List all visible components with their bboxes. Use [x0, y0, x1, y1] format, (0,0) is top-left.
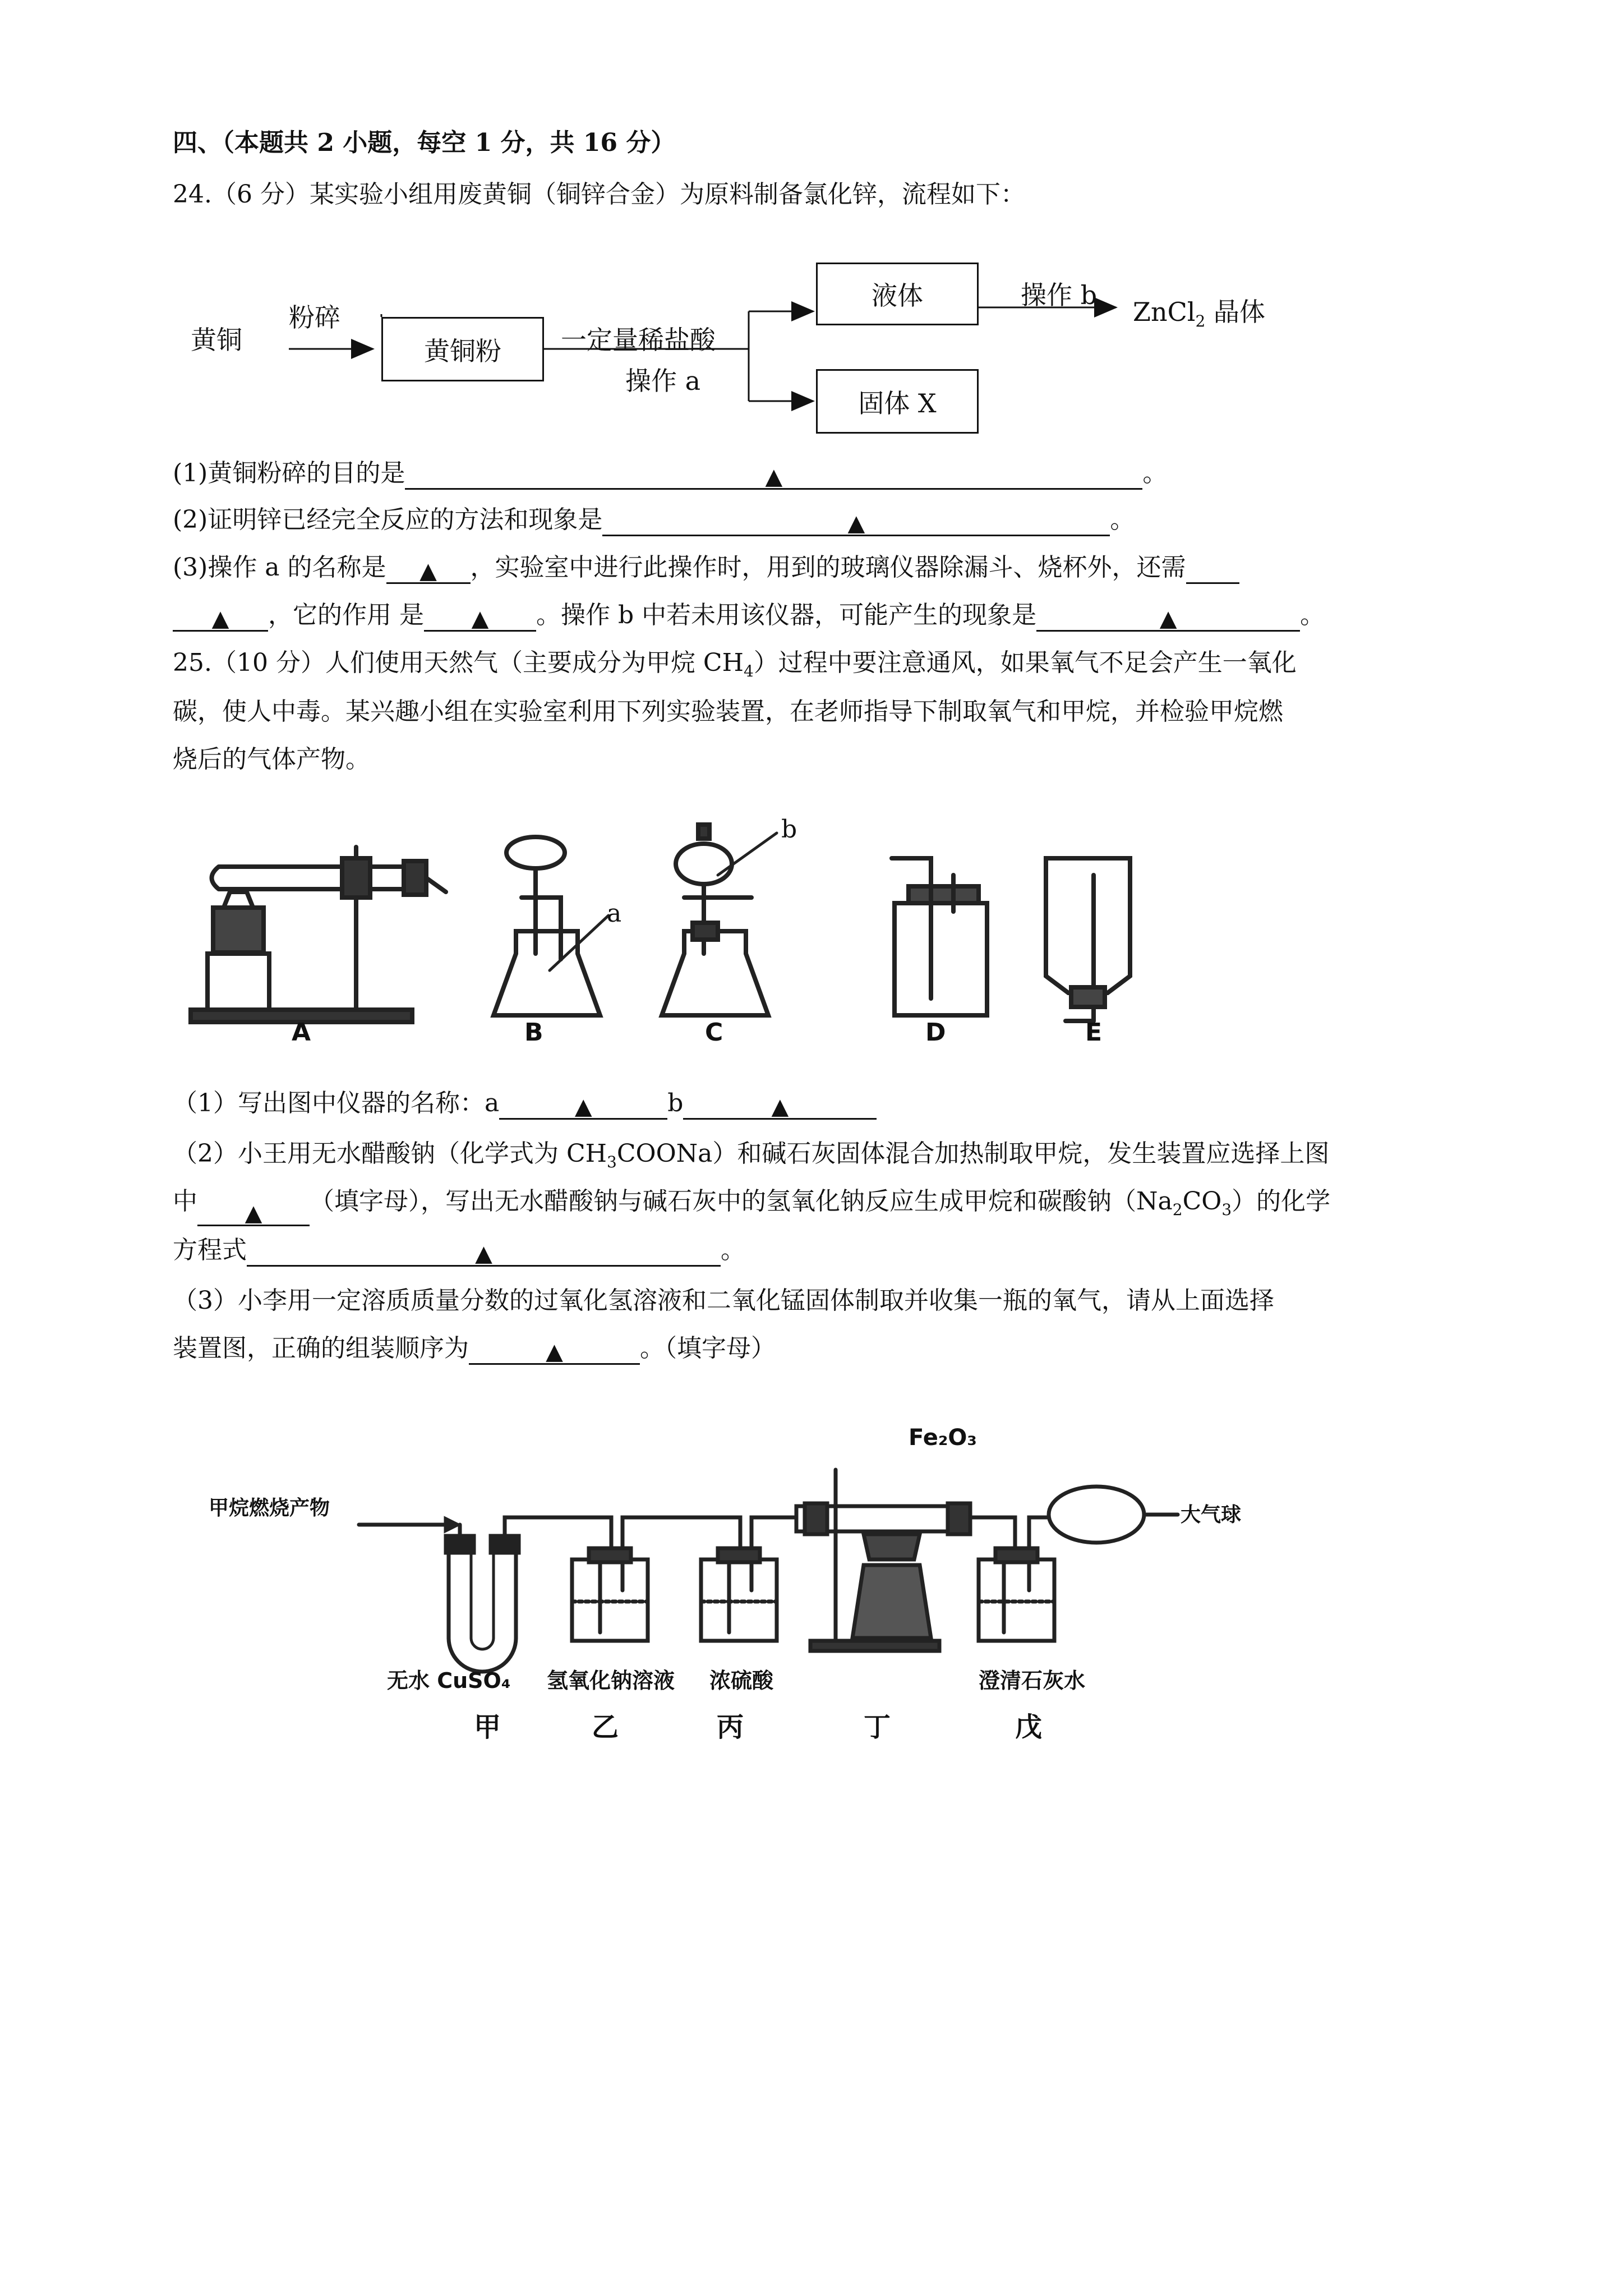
q25-intro1-text: 25.（10 分）人们使用天然气（主要成分为甲烷 CH [173, 648, 744, 677]
q24-p1 [173, 457, 1167, 490]
apparatus-name: 丙 [717, 1711, 744, 1743]
apparatus-c [662, 825, 777, 1015]
q25-intro1-tail: ）过程中要注意通风，如果氧气不足会产生一氧化 [753, 648, 1297, 677]
q25-p2-sub1: 2 [1172, 1200, 1183, 1219]
q25-p1-mid: b [667, 1089, 684, 1117]
flow-solid-label: 固体 X [858, 388, 937, 418]
q25-p2-line1 [173, 1138, 1329, 1179]
reagent-label: 浓硫酸 [709, 1668, 774, 1693]
bottle-bing [701, 1548, 777, 1641]
q24-p3-line1 [173, 551, 1239, 584]
q24-p2-tail: 。 [1110, 505, 1135, 534]
answer-blank[interactable] [683, 1090, 877, 1120]
pointer-a-label: a [607, 899, 622, 928]
bottle-wu [979, 1548, 1054, 1641]
u-tube [446, 1536, 519, 1672]
triangle-icon: ▲ [771, 1094, 789, 1120]
flow-arrows [0, 0, 1623, 505]
q25-p2-line3 [173, 1234, 745, 1267]
reagent-label: 氢氧化钠溶液 [547, 1668, 675, 1693]
answer-blank[interactable] [247, 1237, 721, 1267]
q25-intro1-sub: 4 [743, 661, 754, 680]
answer-blank[interactable] [197, 1197, 310, 1226]
triangle-icon: ▲ [211, 606, 229, 632]
apparatus-label: C [705, 1018, 723, 1047]
pointer-b-label: b [781, 815, 797, 844]
q25-p2-line2a: 中 [173, 1187, 197, 1216]
inlet-label: 甲烷燃烧产物 [209, 1497, 330, 1520]
q25-p2-line3-text: 方程式 [173, 1236, 247, 1264]
q25-p2-sub2: 3 [1221, 1200, 1232, 1219]
apparatus-e [1046, 858, 1130, 1021]
q25-p2-line2-tail: ）的化学 [1232, 1187, 1331, 1216]
q24-p3-b: ，实验室中进行此操作时，用到的玻璃仪器除漏斗、烧杯外，还需 [470, 553, 1186, 582]
flow-step-crush: 粉碎 [289, 302, 340, 333]
triangle-icon: ▲ [419, 558, 437, 584]
answer-blank-start[interactable] [1186, 554, 1239, 584]
triangle-icon: ▲ [765, 464, 783, 490]
flow-op-b: 操作 b [1021, 280, 1098, 310]
section-heading: 四、（本题共 2 小题，每空 1 分，共 16 分） [173, 128, 676, 157]
q25-p3-line2-tail: 。（填字母） [640, 1334, 776, 1363]
apparatus-diagram [0, 813, 1623, 1094]
q24-p2 [173, 504, 1135, 536]
flow-op-a: 操作 a [625, 366, 701, 396]
triangle-icon: ▲ [475, 1241, 492, 1267]
apparatus-label: B [524, 1018, 543, 1047]
bottle-yi [572, 1548, 648, 1641]
answer-blank[interactable] [469, 1335, 640, 1365]
answer-blank[interactable] [1036, 602, 1300, 632]
q24-p3-a: (3)操作 a 的名称是 [173, 553, 386, 582]
flow-powder-label: 黄铜粉 [424, 335, 501, 366]
q25-p3-line2-text: 装置图，正确的组装顺序为 [173, 1334, 469, 1363]
triangle-icon: ▲ [574, 1094, 592, 1120]
q24-p1-text: (1)黄铜粉碎的目的是 [173, 459, 405, 487]
q25-p2-line1-tail: COONa）和碱石灰固体混合加热制取甲烷，发生装置应选择上图 [616, 1139, 1330, 1168]
q25-p3-line1: （3）小李用一定溶质质量分数的过氧化氢溶液和二氧化锰固体制取并收集一瓶的氧气，请从上面选择 [173, 1286, 1274, 1315]
flow-liquid-label: 液体 [872, 280, 923, 311]
answer-blank[interactable] [499, 1090, 667, 1120]
q25-p1-text: （1）写出图中仪器的名称：a [173, 1089, 500, 1117]
triangle-icon: ▲ [471, 606, 489, 632]
answer-blank[interactable] [424, 602, 536, 632]
fe2o3-label: Fe₂O₃ [909, 1425, 977, 1451]
q24-p1-tail: 。 [1142, 459, 1168, 487]
answer-blank[interactable] [173, 602, 268, 632]
flow-product-tail: 晶体 [1205, 297, 1265, 327]
outlet-label: 大气球 [1181, 1503, 1242, 1526]
q25-intro-3: 烧后的气体产物。 [173, 745, 370, 774]
flow-product-main: ZnCl [1133, 297, 1196, 327]
apparatus-a [191, 847, 446, 1022]
apparatus-d [892, 858, 987, 1015]
apparatus-label: E [1085, 1018, 1103, 1047]
triangle-icon: ▲ [546, 1339, 563, 1365]
apparatus-b [494, 837, 608, 1015]
balloon-icon [1049, 1487, 1144, 1543]
q25-p2-line1-sub: 3 [607, 1152, 617, 1171]
q24-p3-line2 [173, 599, 1325, 632]
apparatus-name: 戊 [1015, 1711, 1043, 1743]
flow-start: 黄铜 [191, 325, 242, 355]
triangle-icon: ▲ [245, 1200, 262, 1226]
answer-blank[interactable] [405, 460, 1142, 490]
q25-p2-line3-tail: 。 [721, 1236, 745, 1264]
reagent-label: 无水 CuSO₄ [387, 1668, 511, 1693]
apparatus-name: 乙 [592, 1711, 619, 1743]
q25-p1 [173, 1087, 877, 1120]
q25-p2-line2b: （填字母），写出无水醋酸钠与碱石灰中的氢氧化钠反应生成甲烷和碳酸钠（Na [310, 1187, 1173, 1216]
answer-blank[interactable] [386, 554, 471, 584]
q25-intro-1 [173, 647, 1297, 688]
triangle-icon: ▲ [847, 510, 865, 536]
q25-p3-line2 [173, 1332, 776, 1365]
heating-tube-ding [796, 1470, 970, 1651]
test-train-diagram [0, 1447, 1623, 1728]
q25-p2-mid: CO [1182, 1187, 1222, 1216]
q24-p3-c: ，它的作用 是 [268, 601, 424, 629]
q24-intro: 24.（6 分）某实验小组用废黄铜（铜锌合金）为原料制备氯化锌，流程如下： [173, 180, 1025, 209]
q25-p2-line1-text: （2）小王用无水醋酸钠（化学式为 CH [173, 1139, 607, 1168]
triangle-icon: ▲ [1159, 606, 1177, 632]
q25-p2-line2 [173, 1185, 1330, 1226]
apparatus-label: A [292, 1018, 311, 1047]
q25-intro-2: 碳，使人中毒。某兴趣小组在实验室利用下列实验装置，在老师指导下制取氧气和甲烷，并检验甲烷燃 [173, 697, 1283, 726]
flow-reagent: 一定量稀盐酸 [561, 325, 716, 355]
answer-blank[interactable] [602, 507, 1110, 536]
apparatus-name: 丁 [864, 1711, 891, 1743]
q24-p2-text: (2)证明锌已经完全反应的方法和现象是 [173, 505, 603, 534]
reagent-label: 澄清石灰水 [979, 1668, 1086, 1693]
q24-p3-e: 。 [1300, 601, 1325, 629]
q24-p3-d: 。操作 b 中若未用该仪器，可能产生的现象是 [536, 601, 1037, 629]
flow-product-sub: 2 [1195, 312, 1206, 331]
apparatus-label: D [925, 1018, 946, 1047]
apparatus-name: 甲 [474, 1711, 501, 1743]
